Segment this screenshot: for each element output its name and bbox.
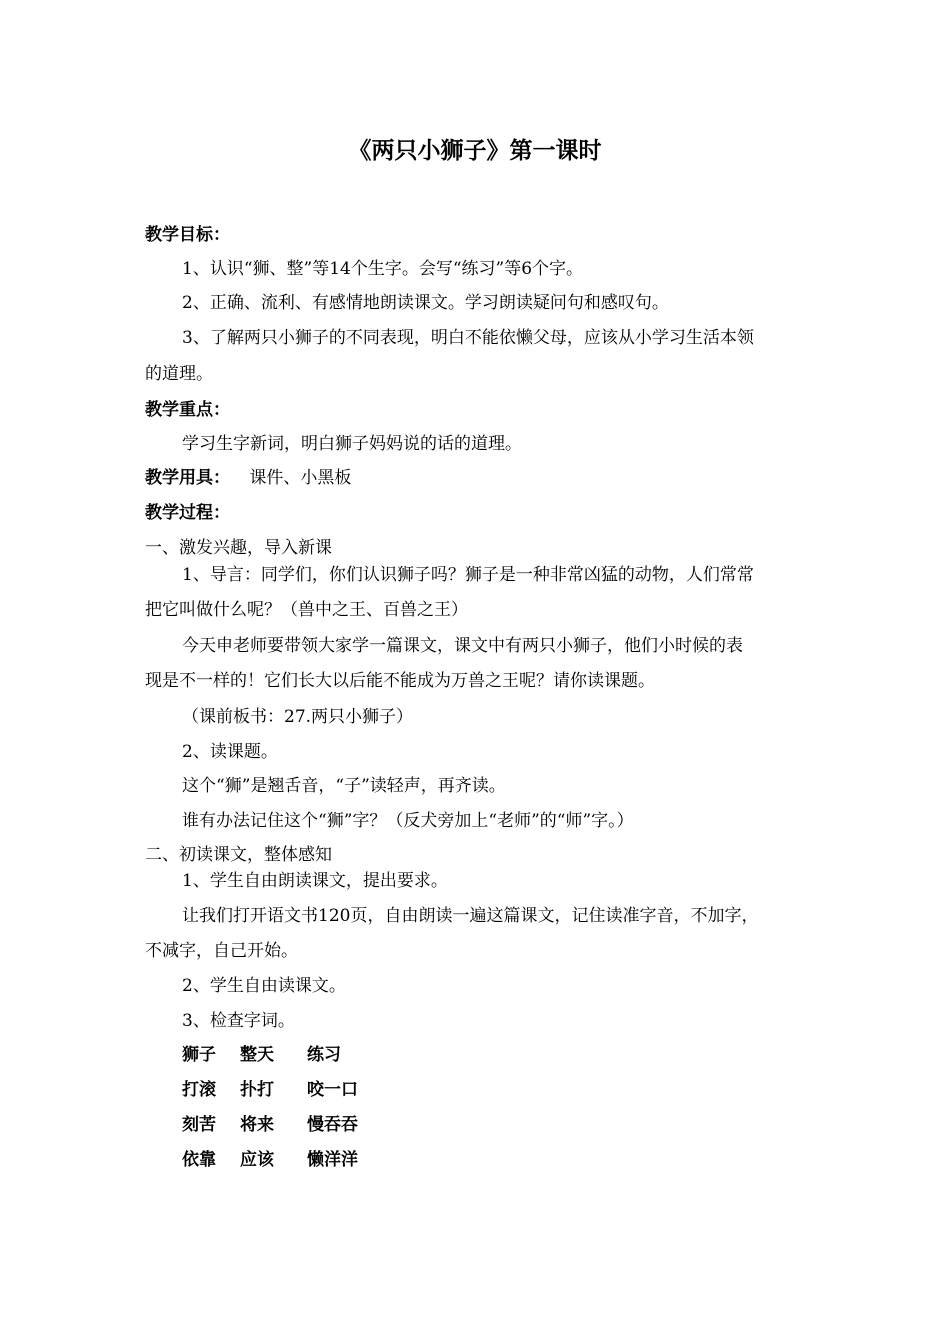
goal-3-line-2: 的道理。	[145, 364, 213, 384]
vocab-word: 咬一口	[307, 1080, 358, 1100]
reading-step-2: 2、学生自由读课文。	[182, 976, 346, 996]
part2-heading: 二、初读课文，整体感知	[145, 845, 332, 865]
read-title: 2、读课题。	[182, 742, 278, 762]
vocab-word: 将来	[240, 1115, 274, 1135]
tools-line	[145, 466, 351, 490]
vocab-word: 依靠	[182, 1150, 216, 1170]
part1-heading: 一、激发兴趣，导入新课	[145, 538, 332, 558]
page-title: 《两只小狮子》第一课时	[348, 138, 602, 164]
key-text: 学习生字新词，明白狮子妈妈说的话的道理。	[182, 434, 522, 454]
board-note: （课前板书：27.两只小狮子）	[182, 707, 414, 727]
key-heading: 教学重点：	[145, 400, 230, 420]
reading-step-3: 3、检查字词。	[182, 1011, 295, 1031]
vocab-word: 打滚	[182, 1080, 216, 1100]
goal-1: 1、认识“狮、整”等14个生字。会写“练习”等6个字。	[182, 259, 584, 279]
reading-step-1: 1、学生自由朗读课文，提出要求。	[182, 871, 448, 891]
vocab-word: 刻苦	[182, 1115, 216, 1135]
vocab-word: 整天	[240, 1045, 274, 1065]
intro-line-2: 把它叫做什么呢？（兽中之王、百兽之王）	[145, 600, 468, 620]
pronunciation-note: 这个“狮”是翘舌音，“子”读轻声，再齐读。	[182, 776, 506, 796]
instruction-line-1: 让我们打开语文书120页，自由朗读一遍这篇课文，记住读准字音，不加字，	[182, 906, 759, 926]
vocab-word: 扑打	[240, 1080, 274, 1100]
vocab-word: 练习	[307, 1045, 341, 1065]
vocab-word: 慢吞吞	[307, 1115, 358, 1135]
goal-2: 2、正确、流利、有感情地朗读课文。学习朗读疑问句和感叹句。	[182, 293, 669, 313]
tools-heading: 教学用具：	[145, 468, 230, 488]
vocab-word: 应该	[240, 1150, 274, 1170]
memory-question: 谁有办法记住这个“狮”字？（反犬旁加上“老师”的“师”字。）	[182, 811, 634, 831]
goal-3-line-1: 3、了解两只小狮子的不同表现，明白不能依懒父母，应该从小学习生活本领	[182, 328, 754, 348]
vocab-word: 懒洋洋	[307, 1150, 358, 1170]
para2-line-1: 今天申老师要带领大家学一篇课文，课文中有两只小狮子，他们小时候的表	[182, 636, 743, 656]
para2-line-2: 现是不一样的！它们长大以后能不能成为万兽之王呢？请你读课题。	[145, 671, 655, 691]
goals-heading: 教学目标：	[145, 225, 230, 245]
instruction-line-2: 不减字，自己开始。	[145, 941, 298, 961]
tools-text: 课件、小黑板	[249, 468, 352, 488]
process-heading: 教学过程：	[145, 503, 230, 523]
intro-line-1: 1、导言：同学们，你们认识狮子吗？狮子是一种非常凶猛的动物，人们常常	[182, 565, 754, 585]
vocab-word: 狮子	[182, 1045, 216, 1065]
